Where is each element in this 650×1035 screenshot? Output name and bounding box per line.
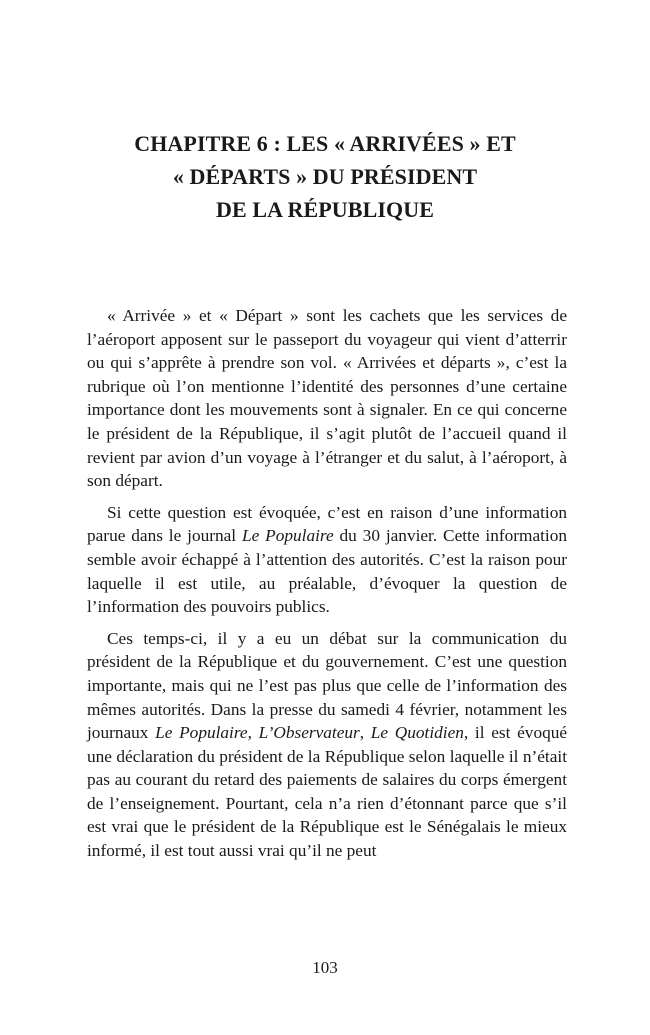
paragraph-3 (87, 627, 567, 863)
paragraph-2-part-1: Si cette question est évoquée, c’est en raison d’une information parue dans le journal (87, 502, 567, 546)
journal-title: Le Populaire (242, 526, 334, 546)
chapter-title-line-3: DE LA RÉPUBLIQUE (216, 197, 434, 222)
chapter-title-line-2: « DÉPARTS » DU PRÉSIDENT (172, 164, 478, 189)
separator-2: , (359, 723, 371, 743)
page-number: 103 (312, 958, 338, 977)
body-text (87, 304, 567, 871)
journal-title-2: L’Observateur (258, 723, 360, 743)
chapter-title (60, 127, 590, 226)
paragraph-3-part-2: , il est évoqué une déclaration du président de la République selon laquelle il n’était pas au courant du retard des paiements de salaires du corps émergent de l’enseignement. Pourtant, cela n’a rien d’étonnant parce que s’il est vrai que le président de la République est le Sénégalais le mieux informé, il est tout aussi vrai qu’il ne peut (87, 723, 568, 861)
journal-title-1: Le Populaire (155, 723, 248, 743)
paragraph-3-part-1: Ces temps-ci, il y a eu un débat sur la communication du président de la République et du gouvernement. C’est une question importante, mais qui ne l’est pas plus que celle de l’information des mêmes autorités. Dans la presse du samedi 4 février, notamment les journaux (87, 628, 567, 743)
paragraph-2 (87, 501, 567, 619)
journal-title-3: Le Quotidien (370, 723, 464, 743)
paragraph-1: « Arrivée » et « Départ » sont les cachets que les services de l’aéroport apposent sur le passeport du voyageur qui vient d’atterrir ou qui s’apprête à prendre son vol. « Arrivées et départs », c’est la rubrique où l’on mentionne l’identité des personnes d’une certaine importance dont les mouvements sont à signaler. En ce qui concerne le président de la République, il s’agit plutôt de l’accueil quand il revient par avion d’un voyage à l’étranger et du salut, à l’aéroport, à son départ. (87, 306, 567, 491)
paragraph-2-part-2: du 30 janvier. Cette information semble avoir échappé à l’attention des autorités. C’est la raison pour laquelle il est utile, au préalable, d’évoquer la question de l’information des pouvoirs publics. (87, 526, 567, 617)
separator-1: , (247, 723, 259, 743)
chapter-title-line-1: CHAPITRE 6 : LES « ARRIVÉES » ET (134, 131, 516, 156)
